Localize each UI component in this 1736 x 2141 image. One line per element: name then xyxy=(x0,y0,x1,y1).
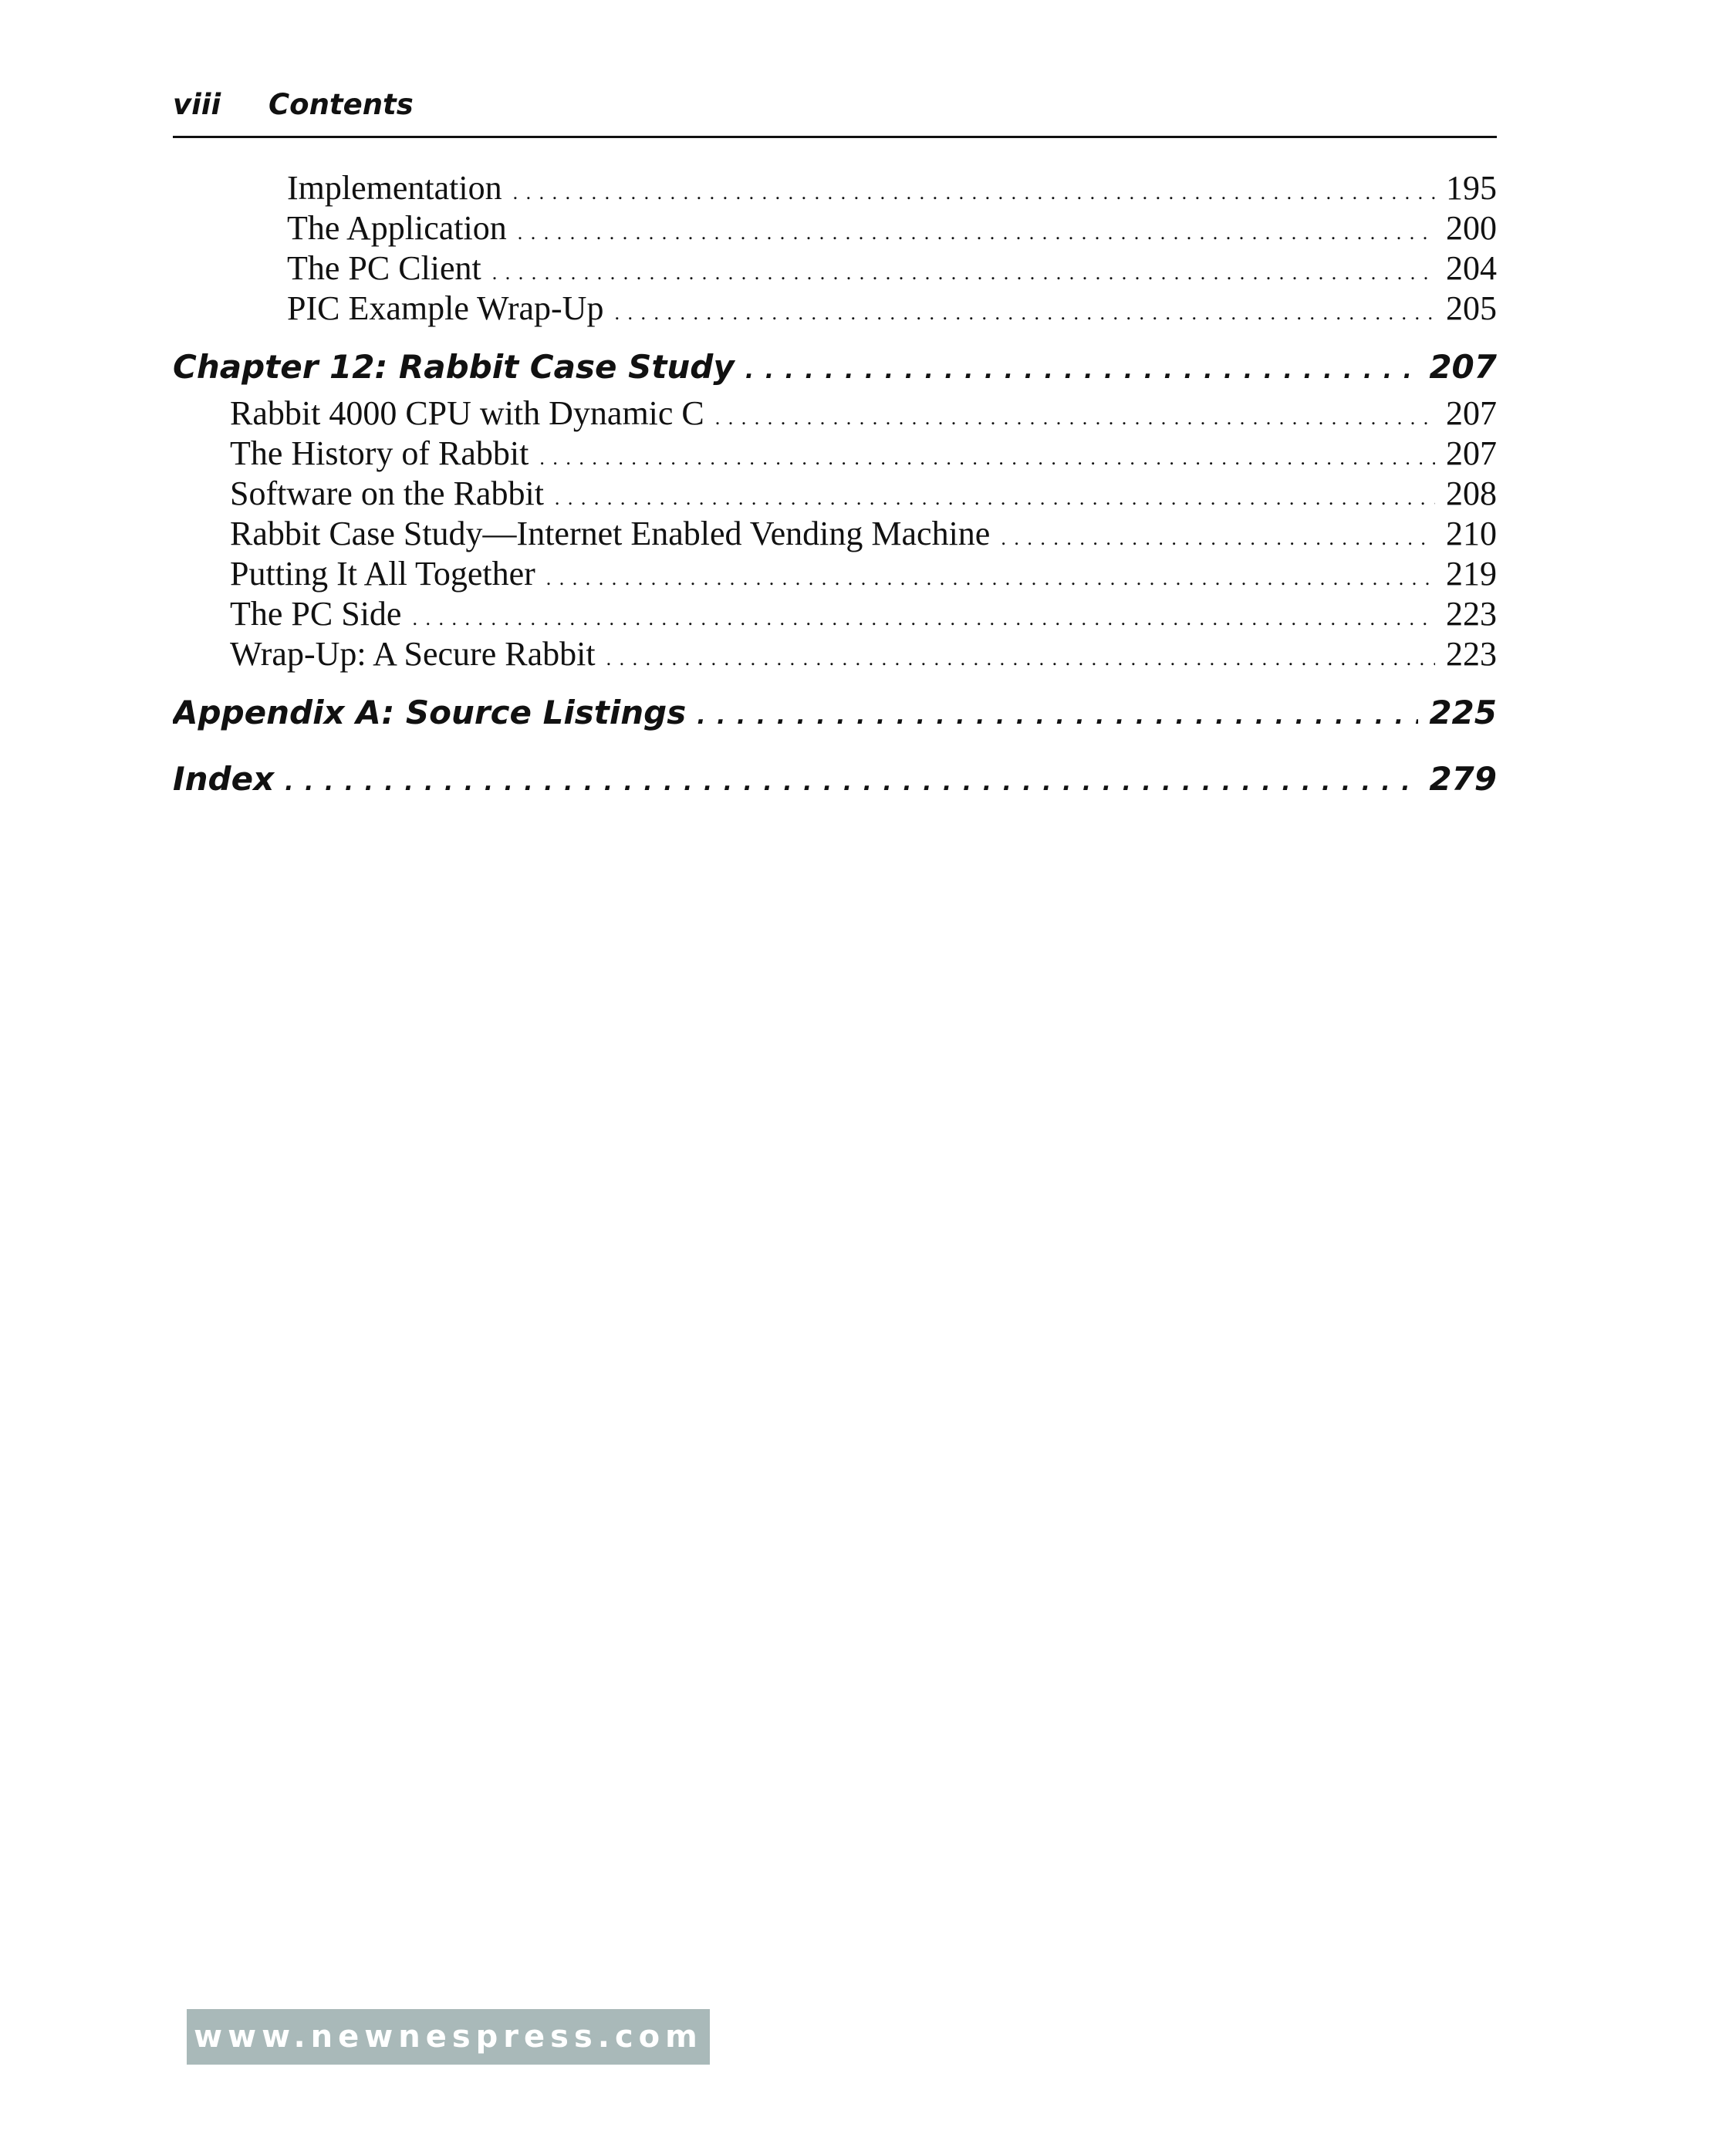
toc-index-page: 279 xyxy=(1429,760,1497,798)
leader-dots xyxy=(606,639,1435,674)
leader-dots xyxy=(285,760,1418,802)
toc-index[interactable] xyxy=(173,756,1497,802)
publisher-website-badge: www.newnespress.com xyxy=(187,2009,710,2065)
page-folio: viii xyxy=(173,88,221,121)
toc-entry-implementation[interactable] xyxy=(173,168,1497,208)
toc-entry-history-of-rabbit[interactable] xyxy=(173,434,1497,474)
leader-dots xyxy=(1001,518,1435,554)
toc-entry-title: The History of Rabbit xyxy=(230,434,529,472)
toc-entry-software-on-rabbit[interactable] xyxy=(173,474,1497,514)
toc-entry-the-application[interactable] xyxy=(173,208,1497,248)
toc-entry-page: 207 xyxy=(1446,394,1497,432)
toc-entry-page: 205 xyxy=(1446,289,1497,327)
toc-entry-rabbit-case-study[interactable] xyxy=(173,514,1497,554)
leader-dots xyxy=(614,293,1435,329)
toc-entry-page: 207 xyxy=(1446,434,1497,472)
running-title: Contents xyxy=(269,88,414,121)
toc-entry-title: The PC Side xyxy=(230,595,402,633)
toc-entry-page: 223 xyxy=(1446,635,1497,673)
toc-entry-page: 204 xyxy=(1446,249,1497,287)
toc-entry-wrap-up-secure-rabbit[interactable] xyxy=(173,634,1497,674)
toc-chapter-12[interactable] xyxy=(173,344,1497,390)
toc-entry-page: 219 xyxy=(1446,555,1497,593)
page-header xyxy=(173,83,1497,138)
leader-dots xyxy=(715,398,1435,434)
toc-entry-title: Rabbit 4000 CPU with Dynamic C xyxy=(230,394,704,432)
leader-dots xyxy=(745,348,1419,390)
toc-entry-title: The PC Client xyxy=(287,249,481,287)
toc-entry-rabbit-4000-cpu[interactable] xyxy=(173,393,1497,434)
leader-dots xyxy=(492,253,1435,289)
toc-entry-title: Implementation xyxy=(287,169,502,207)
toc-appendix-page: 225 xyxy=(1429,694,1497,731)
toc-entry-page: 210 xyxy=(1446,515,1497,552)
table-of-contents xyxy=(173,168,1497,805)
leader-dots xyxy=(412,599,1435,634)
toc-entry-title: Putting It All Together xyxy=(230,555,535,593)
toc-entry-title: PIC Example Wrap-Up xyxy=(287,289,604,327)
leader-dots xyxy=(513,173,1435,208)
toc-entry-pic-example-wrap-up[interactable] xyxy=(173,289,1497,329)
toc-entry-putting-it-all-together[interactable] xyxy=(173,554,1497,594)
toc-entry-page: 208 xyxy=(1446,474,1497,512)
toc-entry-title: Rabbit Case Study—Internet Enabled Vending Machine xyxy=(230,515,991,552)
toc-entry-page: 200 xyxy=(1446,209,1497,247)
leader-dots xyxy=(697,694,1418,736)
toc-appendix-a[interactable] xyxy=(173,690,1497,736)
toc-index-title: Index xyxy=(173,760,275,798)
leader-dots xyxy=(555,478,1435,514)
leader-dots xyxy=(518,213,1435,248)
toc-entry-title: Wrap-Up: A Secure Rabbit xyxy=(230,635,596,673)
toc-chapter-page: 207 xyxy=(1429,348,1497,386)
leader-dots xyxy=(539,438,1435,474)
toc-entry-title: The Application xyxy=(287,209,507,247)
toc-entry-the-pc-client[interactable] xyxy=(173,248,1497,289)
toc-chapter-title: Chapter 12: Rabbit Case Study xyxy=(173,348,735,386)
toc-entry-page: 223 xyxy=(1446,595,1497,633)
toc-entry-title: Software on the Rabbit xyxy=(230,474,544,512)
toc-entry-page: 195 xyxy=(1446,169,1497,207)
toc-appendix-title: Appendix A: Source Listings xyxy=(173,694,687,731)
leader-dots xyxy=(546,559,1435,594)
toc-entry-the-pc-side[interactable] xyxy=(173,594,1497,634)
